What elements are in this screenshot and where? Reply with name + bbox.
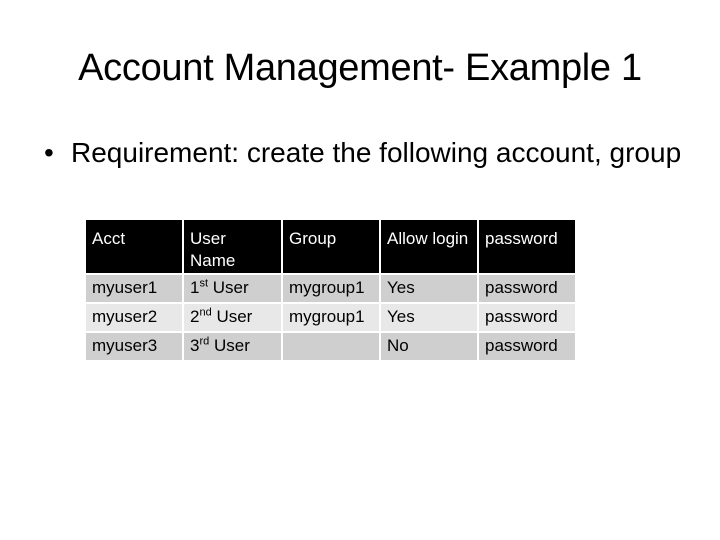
header-acct: Acct [86, 220, 182, 273]
table-row [86, 304, 575, 331]
header-group: Group [283, 220, 379, 273]
header-allow-login: Allow login [381, 220, 477, 273]
user-name-rest: User [208, 278, 249, 297]
user-ordinal-suffix: st [199, 277, 209, 290]
user-ordinal-suffix: rd [199, 335, 210, 348]
bullet-text: Requirement: create the following account, group [71, 137, 682, 168]
cell-group: mygroup1 [283, 304, 379, 331]
cell-password: password [479, 333, 575, 360]
cell-user-name [184, 333, 281, 360]
cell-password: password [479, 275, 575, 302]
user-ordinal-number: 1 [190, 278, 200, 297]
cell-user-name [184, 275, 281, 302]
header-password: password [479, 220, 575, 273]
header-user-name: User Name [184, 220, 281, 273]
cell-allow-login: Yes [381, 304, 477, 331]
table-row [86, 275, 575, 302]
user-ordinal-number: 3 [190, 336, 200, 355]
cell-acct: myuser1 [86, 275, 182, 302]
cell-allow-login: Yes [381, 275, 477, 302]
user-name-rest: User [211, 307, 253, 326]
slide-title: Account Management- Example 1 [78, 47, 642, 89]
user-ordinal-suffix: nd [199, 306, 212, 319]
cell-group: mygroup1 [283, 275, 379, 302]
table-header-row [86, 220, 575, 273]
cell-allow-login: No [381, 333, 477, 360]
cell-group [283, 333, 379, 360]
account-table [84, 218, 577, 362]
table-row [86, 333, 575, 360]
user-name-rest: User [209, 336, 250, 355]
cell-acct: myuser2 [86, 304, 182, 331]
cell-user-name [184, 304, 281, 331]
bullet-marker: • [44, 137, 54, 168]
cell-acct: myuser3 [86, 333, 182, 360]
cell-password: password [479, 304, 575, 331]
user-ordinal-number: 2 [190, 307, 200, 326]
